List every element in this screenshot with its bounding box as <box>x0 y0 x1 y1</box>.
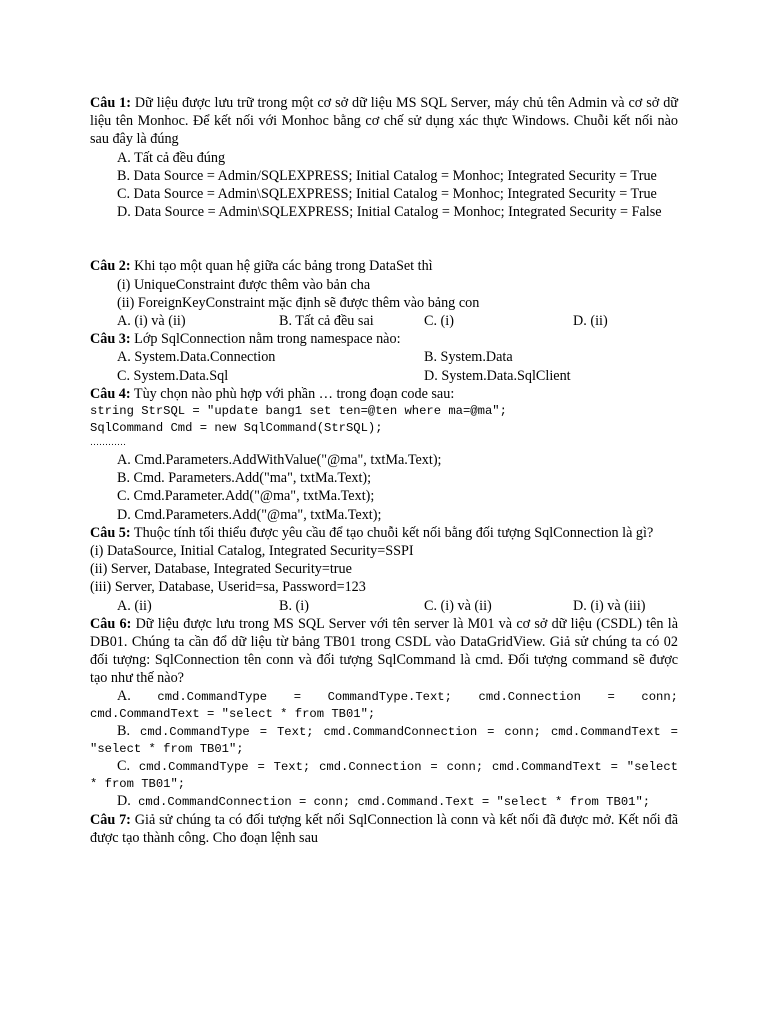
option-d: D. System.Data.SqlClient <box>424 367 571 384</box>
option-b: B. Tất cả đều sai <box>279 313 374 330</box>
question-text: Tùy chọn nào phù hợp với phần … trong đoạn code sau: <box>130 385 455 402</box>
option-d: D. (i) và (iii) <box>573 597 646 614</box>
question-text: Thuộc tính tối thiểu được yêu cầu để tạo chuỗi kết nối bằng đối tượng SqlConnection là gì? <box>130 524 654 541</box>
options-row <box>90 367 678 385</box>
code-line-2: SqlCommand Cmd = new SqlCommand(StrSQL); <box>90 421 383 436</box>
question-label: Câu 2: <box>90 258 131 275</box>
spacer <box>90 221 678 257</box>
option-a <box>90 688 678 723</box>
option-d: D. Data Source = Admin\SQLEXPRESS; Initial Catalog = Monhoc; Integrated Security = False <box>117 204 662 221</box>
question-text: Dữ liệu được lưu trữ trong một cơ sở dữ liệu MS SQL Server, máy chủ tên Admin và cơ sở dữ liệu tên Monhoc. Để kết nối với Monhoc bằng cơ chế sử dụng xác thực Windows. Chuỗi kết nối nào sau đây là đúng <box>90 95 678 148</box>
question-label: Câu 5: <box>90 524 131 541</box>
option-b: B. (i) <box>279 597 309 614</box>
question-7 <box>90 811 678 847</box>
question-4 <box>90 385 678 403</box>
code-line-1: string StrSQL = "update bang1 set ten=@ten where ma=@ma"; <box>90 404 507 419</box>
statement-ii: (ii) ForeignKeyConstraint mặc định sẽ được thêm vào bảng con <box>117 294 480 311</box>
question-label: Câu 1: <box>90 95 131 111</box>
option-c: C. (i) <box>424 313 454 330</box>
option-a: A. (ii) <box>117 597 152 614</box>
option-d <box>90 793 678 811</box>
question-1 <box>90 94 678 149</box>
options-row <box>90 348 678 366</box>
question-text: Khi tạo một quan hệ giữa các bảng trong DataSet thì <box>130 258 433 275</box>
option-code: cmd.CommandConnection = conn; cmd.Command.Text = "select * from TB01"; <box>130 794 651 809</box>
option-d: D. (ii) <box>573 313 608 330</box>
option-b: B. Cmd. Parameters.Add("ma", txtMa.Text); <box>117 470 372 487</box>
exam-page <box>90 94 678 847</box>
option-label: C. <box>117 757 131 774</box>
option-a: A. Tất cả đều đúng <box>117 149 226 166</box>
question-label: Câu 3: <box>90 331 131 348</box>
option-a: A. System.Data.Connection <box>117 349 276 366</box>
options-row <box>90 312 678 330</box>
question-3 <box>90 330 678 348</box>
question-2 <box>90 257 678 275</box>
question-label: Câu 6: <box>90 615 132 632</box>
option-c: C. System.Data.Sql <box>117 367 229 384</box>
statement-iii: (iii) Server, Database, Userid=sa, Password=123 <box>90 579 366 596</box>
option-code: cmd.CommandType = Text; cmd.CommandConnection = conn; cmd.CommandText = "select * from TB01"; <box>90 724 678 756</box>
question-label: Câu 7: <box>90 811 131 828</box>
options-row <box>90 597 678 615</box>
option-label: B. <box>117 722 131 739</box>
question-text: Lớp SqlConnection nằm trong namespace nào: <box>130 331 401 348</box>
statement-i: (i) UniqueConstraint được thêm vào bản cha <box>117 276 371 293</box>
question-6 <box>90 615 678 688</box>
option-code: cmd.CommandType = CommandType.Text; cmd.Connection = conn; cmd.CommandText = "select * from TB01"; <box>90 689 678 721</box>
option-d: D. Cmd.Parameters.Add("@ma", txtMa.Text); <box>117 506 382 523</box>
option-a: A. (i) và (ii) <box>117 313 186 330</box>
question-label: Câu 4: <box>90 385 131 402</box>
statement-i: (i) DataSource, Initial Catalog, Integrated Security=SSPI <box>90 543 414 560</box>
option-label: A. <box>117 687 131 704</box>
option-label: D. <box>117 792 131 809</box>
statement-ii: (ii) Server, Database, Integrated Security=true <box>90 561 352 578</box>
option-c: C. Cmd.Parameter.Add("@ma", txtMa.Text); <box>117 488 375 505</box>
option-c: C. Data Source = Admin\SQLEXPRESS; Initial Catalog = Monhoc; Integrated Security = True <box>117 186 657 203</box>
option-b <box>90 723 678 758</box>
option-a: A. Cmd.Parameters.AddWithValue("@ma", txtMa.Text); <box>117 452 442 469</box>
option-b: B. System.Data <box>424 349 513 366</box>
option-code: cmd.CommandType = Text; cmd.Connection = conn; cmd.CommandText = "select * from TB01"; <box>90 759 678 791</box>
blank-placeholder: ………… <box>90 437 126 448</box>
question-5 <box>90 524 678 542</box>
option-b: B. Data Source = Admin/SQLEXPRESS; Initial Catalog = Monhoc; Integrated Security = True <box>117 167 657 184</box>
question-text: Dữ liệu được lưu trong MS SQL Server với tên server là M01 và cơ sở dữ liệu (CSDL) tên là DB01. Chúng ta cần đổ dữ liệu từ bảng TB01 trong CSDL vào DataGridView. Giả sử chúng ta có 02 đối tượng: SqlConnection tên conn và đối tượng SqlCommand là cmd. Đối tượng command sẽ được tạo như thế nào? <box>90 615 678 687</box>
question-text: Giả sử chúng ta có đối tượng kết nối SqlConnection là conn và kết nối đã được mở. Kết nối đã được tạo thành công. Cho đoạn lệnh sau <box>90 811 678 846</box>
option-c: C. (i) và (ii) <box>424 597 492 614</box>
option-c <box>90 758 678 793</box>
